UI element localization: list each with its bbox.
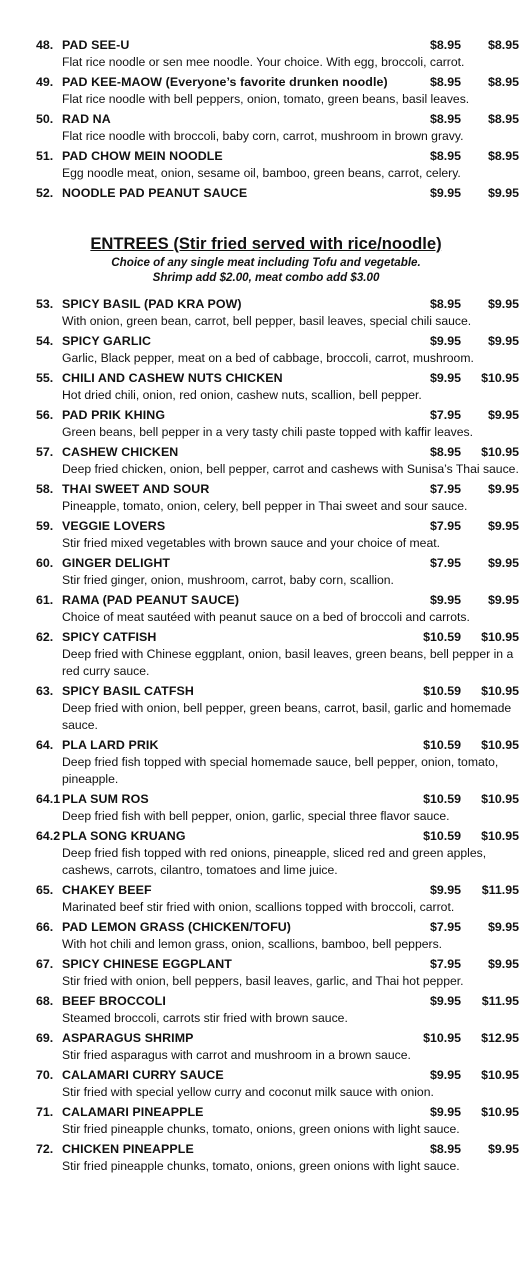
menu-item-price-large: $10.95 [481,1068,519,1082]
menu-item-description: Deep fried with Chinese eggplant, onion, basil leaves, green beans, bell pepper in a red curry sauce. [62,647,514,678]
section-note-add-ons: Shrimp add $2.00, meat combo add $3.00 [152,271,380,284]
menu-item-description: With hot chili and lemon grass, onion, scallions, bamboo, bell peppers. [62,937,443,951]
menu-item-price-large: $8.95 [487,149,519,163]
menu-item-description: Garlic, Black pepper, meat on a bed of cabbage, broccoli, carrot, mushroom. [62,351,474,365]
menu-item-name: PLA SONG KRUANG [62,829,186,843]
menu-item [0,295,532,330]
menu-item [0,955,532,990]
menu-item [0,1103,532,1138]
menu-item-price-regular: $9.95 [429,593,461,607]
menu-item-price-large: $8.95 [487,112,519,126]
menu-item-name: PAD SEE-U [62,38,130,52]
menu-item-description: Marinated beef stir fried with onion, scallions topped with broccoli, carrot. [62,900,455,914]
menu-item-name: PAD PRIK KHING [62,408,166,422]
menu-item-number: 61. [36,593,54,607]
menu-item-price-large: $9.95 [487,334,519,348]
menu-item-description: Stir fried with special yellow curry and coconut milk sauce with onion. [62,1085,434,1099]
menu-item [0,443,532,478]
menu-item-price-large: $8.95 [487,38,519,52]
menu-item [0,736,532,788]
menu-item-price-regular: $7.95 [429,408,461,422]
menu-item-header [0,110,532,128]
menu-item-header [0,992,532,1010]
menu-item-header [0,955,532,973]
menu-item [0,682,532,734]
menu-item-header [0,184,532,202]
menu-item-price-regular: $7.95 [429,957,461,971]
menu-item-name: CALAMARI CURRY SAUCE [62,1068,224,1082]
menu-item-header [0,147,532,165]
menu-item-price-large: $9.95 [487,519,519,533]
menu-item-header [0,369,532,387]
menu-item-price-large: $9.95 [487,186,519,200]
menu-item-header [0,736,532,754]
menu-item-header [0,591,532,609]
menu-item-number: 71. [36,1105,54,1119]
menu-item-price-regular: $8.95 [429,112,461,126]
menu-item-price-regular: $7.95 [429,482,461,496]
menu-item-number: 56. [36,408,54,422]
menu-item-name: CASHEW CHICKEN [62,445,179,459]
menu-item-name: BEEF BROCCOLI [62,994,166,1008]
menu-item-header [0,554,532,572]
menu-item-description: Hot dried chili, onion, red onion, cashew nuts, scallion, bell pepper. [62,388,422,402]
entrees-heading [0,233,532,285]
menu-item-header [0,517,532,535]
menu-item-number: 48. [36,38,54,52]
menu-item [0,1029,532,1064]
menu-item-number: 68. [36,994,54,1008]
menu-item-price-regular: $8.95 [429,297,461,311]
menu-item-price-regular: $9.95 [429,334,461,348]
menu-item-name: CHAKEY BEEF [62,883,152,897]
menu-item-number: 54. [36,334,54,348]
menu-item-price-large: $11.95 [481,883,519,897]
menu-item-price-regular: $9.95 [429,1068,461,1082]
menu-item-number: 57. [36,445,54,459]
section-title: ENTREES (Stir fried served with rice/noodle) [90,234,442,253]
menu-item-price-regular: $10.59 [423,792,461,806]
menu-item-price-large: $10.95 [481,1105,519,1119]
menu-item-price-regular: $8.95 [429,38,461,52]
menu-item-number: 62. [36,630,54,644]
menu-item-description: Stir fried pineapple chunks, tomato, onions, green onions with light sauce. [62,1122,460,1136]
menu-item-name: VEGGIE LOVERS [62,519,166,533]
menu-item-price-regular: $9.95 [429,1105,461,1119]
menu-item-description: Flat rice noodle or sen mee noodle. Your choice. With egg, broccoli, carrot. [62,55,465,69]
menu-item-price-large: $10.95 [481,829,519,843]
menu-item-header [0,295,532,313]
menu-item-description: Choice of meat sautéed with peanut sauce on a bed of broccoli and carrots. [62,610,470,624]
menu-item-price-regular: $8.95 [429,75,461,89]
menu-item [0,628,532,680]
menu-item-number: 60. [36,556,54,570]
menu-item-description: Egg noodle meat, onion, sesame oil, bamboo, green beans, carrot, celery. [62,166,461,180]
menu-item [0,110,532,145]
menu-item [0,1140,532,1175]
menu-item-price-large: $9.95 [487,593,519,607]
menu-item [0,827,532,879]
menu-item-price-large: $12.95 [481,1031,519,1045]
menu-item [0,554,532,589]
entree-section [0,295,532,1177]
menu-item-name: SPICY GARLIC [62,334,152,348]
menu-item [0,73,532,108]
menu-item-price-regular: $10.59 [423,829,461,843]
section-note-meat-choice: Choice of any single meat including Tofu and vegetable. [111,256,421,269]
menu-item-price-regular: $8.95 [429,1142,461,1156]
menu-item-header [0,1066,532,1084]
menu-item-description: With onion, green bean, carrot, bell pepper, basil leaves, special chili sauce. [62,314,472,328]
menu-item-price-large: $10.95 [481,792,519,806]
menu-item-number: 69. [36,1031,54,1045]
menu-item-price-regular: $8.95 [429,149,461,163]
menu-item [0,369,532,404]
menu-item-description: Stir fried pineapple chunks, tomato, onions, green onions with light sauce. [62,1159,460,1173]
menu-item-name: SPICY CATFISH [62,630,157,644]
menu-item-name: PAD KEE-MAOW (Everyone’s favorite drunken noodle) [62,75,388,89]
menu-item-name: RAD NA [62,112,111,126]
menu-item-description: Flat rice noodle with broccoli, baby corn, carrot, mushroom in brown gravy. [62,129,464,143]
menu-item-number: 49. [36,75,54,89]
menu-item-description: Stir fried asparagus with carrot and mushroom in a brown sauce. [62,1048,411,1062]
menu-item-header [0,827,532,845]
menu-item-description: Steamed broccoli, carrots stir fried with brown sauce. [62,1011,348,1025]
menu-item-price-regular: $8.95 [429,445,461,459]
menu-item-number: 67. [36,957,54,971]
menu-item-number: 53. [36,297,54,311]
menu-item-description: Stir fried ginger, onion, mushroom, carrot, baby corn, scallion. [62,573,394,587]
noodle-section [0,36,532,204]
menu-item-description: Deep fried chicken, onion, bell pepper, carrot and cashews with Sunisa’s Thai sauce. [62,462,519,476]
menu-item-price-regular: $10.59 [423,630,461,644]
menu-item-price-regular: $7.95 [429,519,461,533]
menu-item-name: CALAMARI PINEAPPLE [62,1105,204,1119]
menu-item-name: CHICKEN PINEAPPLE [62,1142,194,1156]
menu-item-header [0,1029,532,1047]
menu-item-price-regular: $9.95 [429,186,461,200]
menu-item-name: PAD LEMON GRASS (CHICKEN/TOFU) [62,920,292,934]
menu-item-price-large: $10.95 [481,684,519,698]
menu-item-header [0,1103,532,1121]
menu-item [0,591,532,626]
menu-item-number: 50. [36,112,54,126]
menu-item-price-regular: $10.59 [423,684,461,698]
menu-item-description: Deep fried fish with bell pepper, onion, garlic, special three flavor sauce. [62,809,450,823]
menu-item-number: 65. [36,883,54,897]
menu-item-number: 58. [36,482,54,496]
menu-item [0,147,532,182]
menu-item-header [0,332,532,350]
menu-item [0,918,532,953]
menu-item-name: THAI SWEET AND SOUR [62,482,210,496]
menu-item [0,1066,532,1101]
menu-item-price-large: $9.95 [487,297,519,311]
menu-item-price-large: $9.95 [487,408,519,422]
menu-item [0,406,532,441]
menu-item-name: RAMA (PAD PEANUT SAUCE) [62,593,240,607]
menu-item-name: GINGER DELIGHT [62,556,171,570]
menu-item-description: Flat rice noodle with bell peppers, onion, tomato, green beans, basil leaves. [62,92,470,106]
menu-item-price-large: $9.95 [487,1142,519,1156]
menu-item-price-regular: $7.95 [429,920,461,934]
menu-item-header [0,36,532,54]
menu-item-price-large: $11.95 [481,994,519,1008]
menu-item-name: PAD CHOW MEIN NOODLE [62,149,223,163]
menu-item-name: SPICY CHINESE EGGPLANT [62,957,232,971]
menu-item-number: 72. [36,1142,54,1156]
menu-item-price-large: $9.95 [487,957,519,971]
menu-item-number: 70. [36,1068,54,1082]
menu-item-header [0,881,532,899]
menu-item-price-regular: $10.95 [423,1031,461,1045]
menu-item-number: 59. [36,519,54,533]
menu-item-price-regular: $9.95 [429,371,461,385]
menu-item-name: PLA LARD PRIK [62,738,159,752]
menu-item-price-large: $9.95 [487,556,519,570]
menu-item-price-large: $9.95 [487,920,519,934]
menu-item-price-large: $10.95 [481,445,519,459]
menu-item-price-regular: $7.95 [429,556,461,570]
menu-item-price-large: $10.95 [481,738,519,752]
menu-item-description: Deep fried with onion, bell pepper, green beans, carrot, basil, garlic and homemade sauce. [62,701,512,732]
menu-item-price-large: $8.95 [487,75,519,89]
menu-item-price-regular: $9.95 [429,883,461,897]
menu-item-name: NOODLE PAD PEANUT SAUCE [62,186,248,200]
menu-item-name: ASPARAGUS SHRIMP [62,1031,194,1045]
menu-item-name: PLA SUM ROS [62,792,149,806]
menu-item-header [0,443,532,461]
menu-item-price-regular: $10.59 [423,738,461,752]
menu-item-header [0,918,532,936]
menu-item-name: SPICY BASIL CATFSH [62,684,194,698]
menu-item-header [0,1140,532,1158]
menu-item-header [0,628,532,646]
menu-item-number: 55. [36,371,54,385]
menu-item-header [0,73,532,91]
menu-item [0,36,532,71]
menu-item [0,480,532,515]
menu-item [0,881,532,916]
menu-item [0,790,532,825]
menu-item-number: 64.1 [36,792,61,806]
menu-item-description: Deep fried fish topped with red onions, pineapple, sliced red and green apples, cashews, carrots, cilantro, tomatoes and lime juice. [62,846,487,877]
menu-item-description: Stir fried mixed vegetables with brown sauce and your choice of meat. [62,536,441,550]
menu-item [0,332,532,367]
menu-item-description: Green beans, bell pepper in a very tasty chili paste topped with kaffir leaves. [62,425,473,439]
menu-item-number: 52. [36,186,54,200]
menu-item-number: 64. [36,738,54,752]
menu-item-number: 66. [36,920,54,934]
menu-item-price-large: $10.95 [481,630,519,644]
menu-item-price-large: $10.95 [481,371,519,385]
menu-item [0,992,532,1027]
menu-item-header [0,682,532,700]
menu-item [0,184,532,202]
menu-item-header [0,480,532,498]
menu-item-name: CHILI AND CASHEW NUTS CHICKEN [62,371,283,385]
menu-item-description: Stir fried with onion, bell peppers, basil leaves, garlic, and Thai hot pepper. [62,974,464,988]
menu-item-header [0,406,532,424]
menu-item-description: Pineapple, tomato, onion, celery, bell pepper in Thai sweet and sour sauce. [62,499,468,513]
menu-item-number: 64.2 [36,829,61,843]
menu-item [0,517,532,552]
menu-item-description: Deep fried fish topped with special homemade sauce, bell pepper, onion, tomato, pineapple. [62,755,499,786]
menu-item-name: SPICY BASIL (PAD KRA POW) [62,297,242,311]
menu-item-price-regular: $9.95 [429,994,461,1008]
menu-item-number: 51. [36,149,54,163]
menu-item-price-large: $9.95 [487,482,519,496]
menu-item-number: 63. [36,684,54,698]
menu-item-header [0,790,532,808]
